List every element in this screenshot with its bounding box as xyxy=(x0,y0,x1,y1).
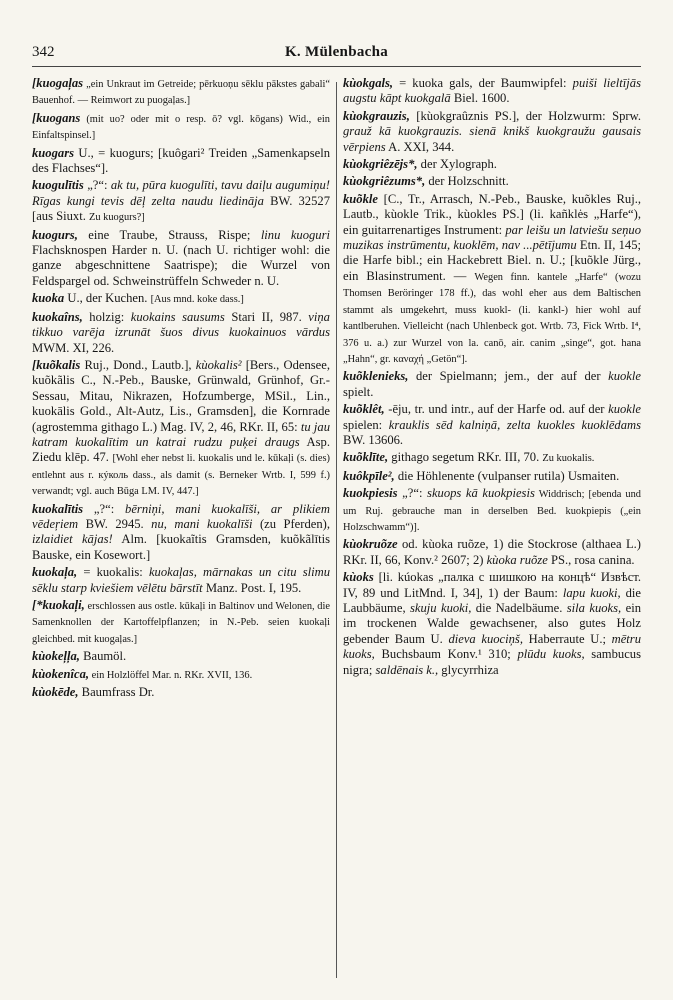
dictionary-entry xyxy=(32,178,330,225)
entry-text: dieva kuociņš, xyxy=(448,631,523,646)
entry-text: glycyrrhiza xyxy=(438,662,499,677)
entry-text: der Holzschnitt. xyxy=(425,174,509,189)
entry-headword: [*kuokaļi, xyxy=(32,598,85,612)
entry-text: saldēnais k., xyxy=(375,662,439,677)
entry-text: Asp. Ziedu klēp. 47. xyxy=(32,434,330,465)
dictionary-entry xyxy=(343,174,641,189)
dictionary-entry xyxy=(32,502,330,564)
dictionary-entry xyxy=(32,598,330,647)
entry-text: [C., Tr., Arrasch, N.-Peb., Bauske, kuõkles Ruj., Lautb., kùokle Trik., kùokles PS.] (li. kañklės „Harfe“), ein guitarrenartiges Instrument: xyxy=(343,191,641,237)
entry-headword: kuokaîns, xyxy=(32,309,83,324)
entry-text: Alm. [kuokaĩtis Gramsden, kuõkãlītis Bauske, ein Kosewort.] xyxy=(32,532,330,562)
entry-text: skuju kuoki, xyxy=(410,601,472,615)
entry-text: A. XXI, 344. xyxy=(385,139,455,154)
entry-text: „?“: xyxy=(397,486,428,501)
entry-text: PS., rosa canina. xyxy=(547,552,635,567)
entry-text: kuokle xyxy=(608,402,641,417)
dictionary-entry xyxy=(32,667,330,683)
entry-headword: [kuõkalis xyxy=(32,357,81,372)
dictionary-entry xyxy=(32,649,330,664)
entry-text: kùoka ruõze xyxy=(486,552,548,567)
entry-text: nu, mani kuokalīši xyxy=(151,516,253,531)
entry-text: kuokle xyxy=(608,369,641,384)
entry-text: krauklis sēd kalniņā, zelta kuokles kuoklēdams xyxy=(388,417,641,432)
entry-text: der Xylograph. xyxy=(417,157,497,172)
entry-text: U., der Kuchen. xyxy=(64,291,151,306)
dictionary-entry xyxy=(343,109,641,155)
dictionary-entry xyxy=(343,157,641,172)
entry-headword: kùokgriêzums*, xyxy=(343,174,426,189)
dictionary-entry xyxy=(32,228,330,290)
dictionary-entry xyxy=(32,76,330,109)
entry-text: „?“: xyxy=(83,178,111,193)
entry-headword: kùokgals, xyxy=(343,76,394,90)
entry-text: izlaidiet kājas! xyxy=(32,532,113,547)
dictionary-entry xyxy=(32,146,330,177)
entry-text: = kuoka gals, der Baumwipfel: xyxy=(393,76,573,90)
entry-text: BW. 13606. xyxy=(343,432,404,447)
entry-text: kùokalis² xyxy=(195,357,242,372)
column-divider xyxy=(336,82,337,978)
entry-text: „?“: xyxy=(83,501,126,516)
entry-text: BW. 32527 [aus Siuxt. xyxy=(32,193,330,224)
entry-headword: kùokgrauzis, xyxy=(343,108,410,123)
entry-headword: kuogurs, xyxy=(32,227,78,242)
entry-text: Haberraute U.; xyxy=(522,631,612,646)
entry-text: Biel. 1600. xyxy=(450,91,510,106)
dictionary-entry xyxy=(32,685,330,700)
entry-text: Baumfrass Dr. xyxy=(78,685,155,700)
entry-text: [kùokgraûznis PS.], der Holzwurm: Sprw. xyxy=(409,108,641,123)
entry-text: erschlossen aus ostle. kūkaļi in Baltinov und Welonen, die Samenknollen der Kartoffelpflanzen; in N.-Peb. seien kuokaļi gleichbed. mit kuogaļas.] xyxy=(32,601,330,645)
entry-text: Manz. Post. I, 195. xyxy=(202,580,302,595)
entry-text: MWM. XI, 226. xyxy=(32,340,115,355)
entry-headword: kùokeļļa, xyxy=(32,649,80,664)
entry-text: spielen: xyxy=(343,417,389,432)
entry-text: Zu kuokalis. xyxy=(542,453,595,465)
entry-text: [Wohl eher nebst li. kuokalis und le. kūkaļi (s. dies) entlehnt aus r. кýколь dass., als damit (s. Berneker Wrtb. I, 599 f.) verwandt; vgl. auch Būga LM. IV, 447.] xyxy=(32,453,330,498)
entry-text: kuokains sausums xyxy=(130,309,225,324)
entry-text: [li. kúokas „палка с шишкою на концѣ“ Извѣст. IV, 89 und LitMnd. I, 34], 1) der Baum: xyxy=(343,570,641,600)
entry-headword: kuokalītis xyxy=(32,501,84,516)
entry-text: die Nadelbäume. xyxy=(471,601,567,615)
entry-text: U., = kuogurs; [kuôgari² Treiden „Samenkapseln des Flachses“]. xyxy=(32,145,330,176)
entry-text: ak tu, pūra kuogulīti, tavu daiļu augumiņu! Rīgas kungi tevis dēļ zelta naudu liedināja xyxy=(32,178,330,208)
dictionary-entry xyxy=(343,469,641,484)
entry-text: plūdu kuoks, xyxy=(517,647,585,662)
page-header xyxy=(32,44,641,67)
entry-text: ein im trockenen Walde gewachsener, also gutes Holz gebender Baum U. xyxy=(343,601,641,646)
entry-text: od. kùoka ruõze, 1) die Stockrose (althaea L.) RKr. II, 66, Konv.² 2607; 2) xyxy=(343,537,641,567)
entry-text: Wegen finn. kantele „Harfe“ (wozu Thomsen Beröringer 178 ff.), das wohl eher aus dem Baltischen stammt als umgekehrt, muss kuokl- (li. kankl-) hier wohl auf kantlberuhen. Vielleicht (nach Uhlenbeck got. Wrtb. 73, Fick Wrtb. I⁴, 376 u. a.) zur Wurzel von la. canō, air. canim „singe“, got. hana „Hahn“, gr. καναχή „Getön“]. xyxy=(343,271,641,365)
entry-text: viņa tikkuo varēja izrunāt šuos divus kuokainuos vārdus xyxy=(32,309,330,340)
dictionary-entry xyxy=(32,111,330,144)
entry-text: bērniņi, mani kuokalīši, ar plikiem vēdeŗiem xyxy=(32,501,330,531)
dictionary-entry xyxy=(32,358,330,500)
entry-text: tu jau katram kuokalītim un katrai rudzu puķei draugs xyxy=(32,419,330,449)
entry-text: linu kuoguri xyxy=(260,227,330,242)
entry-text: Ruj., Dond., Lautb.], xyxy=(80,357,196,372)
entry-text: Flachsknospen Harder n. U. (nach U. richtiger wohl: die ganze abgeschnittene Saatrispe); die Wurzel von Feldspargel od. Schweinstrüffeln Schweder n. U. xyxy=(32,243,330,288)
entry-text: Buchsbaum Konv.¹ 310; xyxy=(374,647,518,662)
dictionary-entry xyxy=(343,486,641,535)
dictionary-entry xyxy=(32,565,330,596)
entry-text: githago segetum RKr. III, 70. xyxy=(388,450,543,465)
entry-text: Zu kuogurs?] xyxy=(89,212,145,224)
entry-headword: kuogars xyxy=(32,145,74,160)
entry-text: -ēju, tr. und intr., auf der Harfe od. auf der xyxy=(384,402,609,417)
entry-text: kuokaļas, mārnakas un citu slimu sēklu starp kviešiem vēlētu bārstīt xyxy=(32,565,330,595)
running-title: K. Mülenbacha xyxy=(284,44,389,60)
entry-headword: kuõkle xyxy=(343,191,378,206)
entry-text: Widdrisch; [ebenda und um Ruj. gebrauche man in derselben Bed. kuokpiepis („ein Holzschwamm“)]. xyxy=(343,489,641,533)
entry-headword: kuokaļa, xyxy=(32,565,78,580)
entry-text: [Bers., Odensee, kuõkãlis C., N.-Peb., Bauske, Grünwald, Grünhof, Gr.-Sessau, Mitau, Nikrazen, Hofzumberge, MSil., Lin., kuokālis Gold., Alt-Autz, Lis., Gramsden], die Kornrade (agrostemma githago L.) Mag. IV, 2, 46, RKr. II, 65: xyxy=(32,357,330,434)
entry-headword: kuogulītis xyxy=(32,178,84,193)
entry-headword: kùokēde, xyxy=(32,685,79,700)
entry-text: [Aus mnd. koke dass.] xyxy=(150,294,244,306)
entry-headword: [kuogaļas xyxy=(32,76,84,90)
entry-headword: kuokpiesis xyxy=(343,486,398,501)
entry-text: (zu Pferden), xyxy=(252,516,330,531)
entry-text: Etn. II, 145; die Harfe bibl.; ein Hackebrett Biel. n. U.; [kuõkle Jürg., ein Blasinstrument. — xyxy=(343,238,641,283)
dictionary-entry xyxy=(343,192,641,367)
entry-text: Stari II, 987. xyxy=(224,309,309,324)
entry-headword: kuõklīte, xyxy=(343,450,389,465)
entry-text: par leišu un latviešu seņuo muzikas instrūmentu, kuoklēm, nav ...pētījumu xyxy=(343,222,641,253)
dictionary-entry xyxy=(32,291,330,307)
entry-headword: kùokenîca, xyxy=(32,666,90,681)
entry-text: eine Traube, Strauss, Rispe; xyxy=(77,227,261,242)
dictionary-entry xyxy=(343,76,641,107)
dictionary-entry xyxy=(343,369,641,400)
entry-text: „ein Unkraut im Getreide; pērkuoņu sēklu pākstes gabali“ Bauenhof. — Reimwort zu puogaļas.] xyxy=(32,79,330,107)
entry-headword: kùoks xyxy=(343,570,374,585)
entry-text: (mit uo? oder mit o resp. ō? vgl. kōgans) Wid., ein Einfaltspinsel.] xyxy=(32,113,330,142)
left-column xyxy=(32,76,330,988)
entry-text: die Laubbäume, xyxy=(343,585,641,615)
entry-headword: kuõklenieks, xyxy=(343,369,409,384)
dictionary-entry xyxy=(343,570,641,678)
entry-text: der Spielmann; jem., der auf der xyxy=(408,369,609,384)
entry-text: ein Holzlöffel Mar. n. RKr. XVII, 136. xyxy=(89,669,253,681)
entry-text: lapu kuoki, xyxy=(562,585,621,600)
entry-text: BW. 2945. xyxy=(78,516,152,531)
entry-text: sila kuoks, xyxy=(566,601,622,615)
dictionary-entry xyxy=(343,450,641,466)
entry-text: spielt. xyxy=(343,384,374,399)
entry-headword: kuôkpīle², xyxy=(343,468,395,483)
entry-text: grauž kā kuokgrauzis. sienā knikš kuokgraužu gausais vērpiens xyxy=(343,124,641,154)
entry-text: mētru kuoks, xyxy=(343,631,641,662)
entry-text: sambucus nigra; xyxy=(343,647,641,677)
entry-headword: [kuogans xyxy=(32,110,81,125)
dictionary-entry xyxy=(32,310,330,356)
entry-text: die Höhlenente (vulpanser rutila) Usmaiten. xyxy=(394,468,620,483)
page-number: 342 xyxy=(32,44,55,60)
entry-text: = kuokalis: xyxy=(77,565,149,580)
dictionary-entry xyxy=(343,537,641,568)
entry-headword: kuõklêt, xyxy=(343,402,385,417)
entry-text: Baumöl. xyxy=(79,649,127,664)
entry-headword: kùokgriêzējs*, xyxy=(343,157,418,172)
right-column xyxy=(343,76,641,988)
entry-text: holzig: xyxy=(82,309,131,324)
dictionary-columns xyxy=(32,76,641,988)
entry-text: puiši lieltījās augstu kāpt kuokgalā xyxy=(343,76,641,106)
entry-headword: kùokruõze xyxy=(343,537,398,552)
entry-headword: kuoka xyxy=(32,291,65,306)
entry-text: skuops kā kuokpiesis xyxy=(427,486,535,501)
dictionary-entry xyxy=(343,402,641,448)
